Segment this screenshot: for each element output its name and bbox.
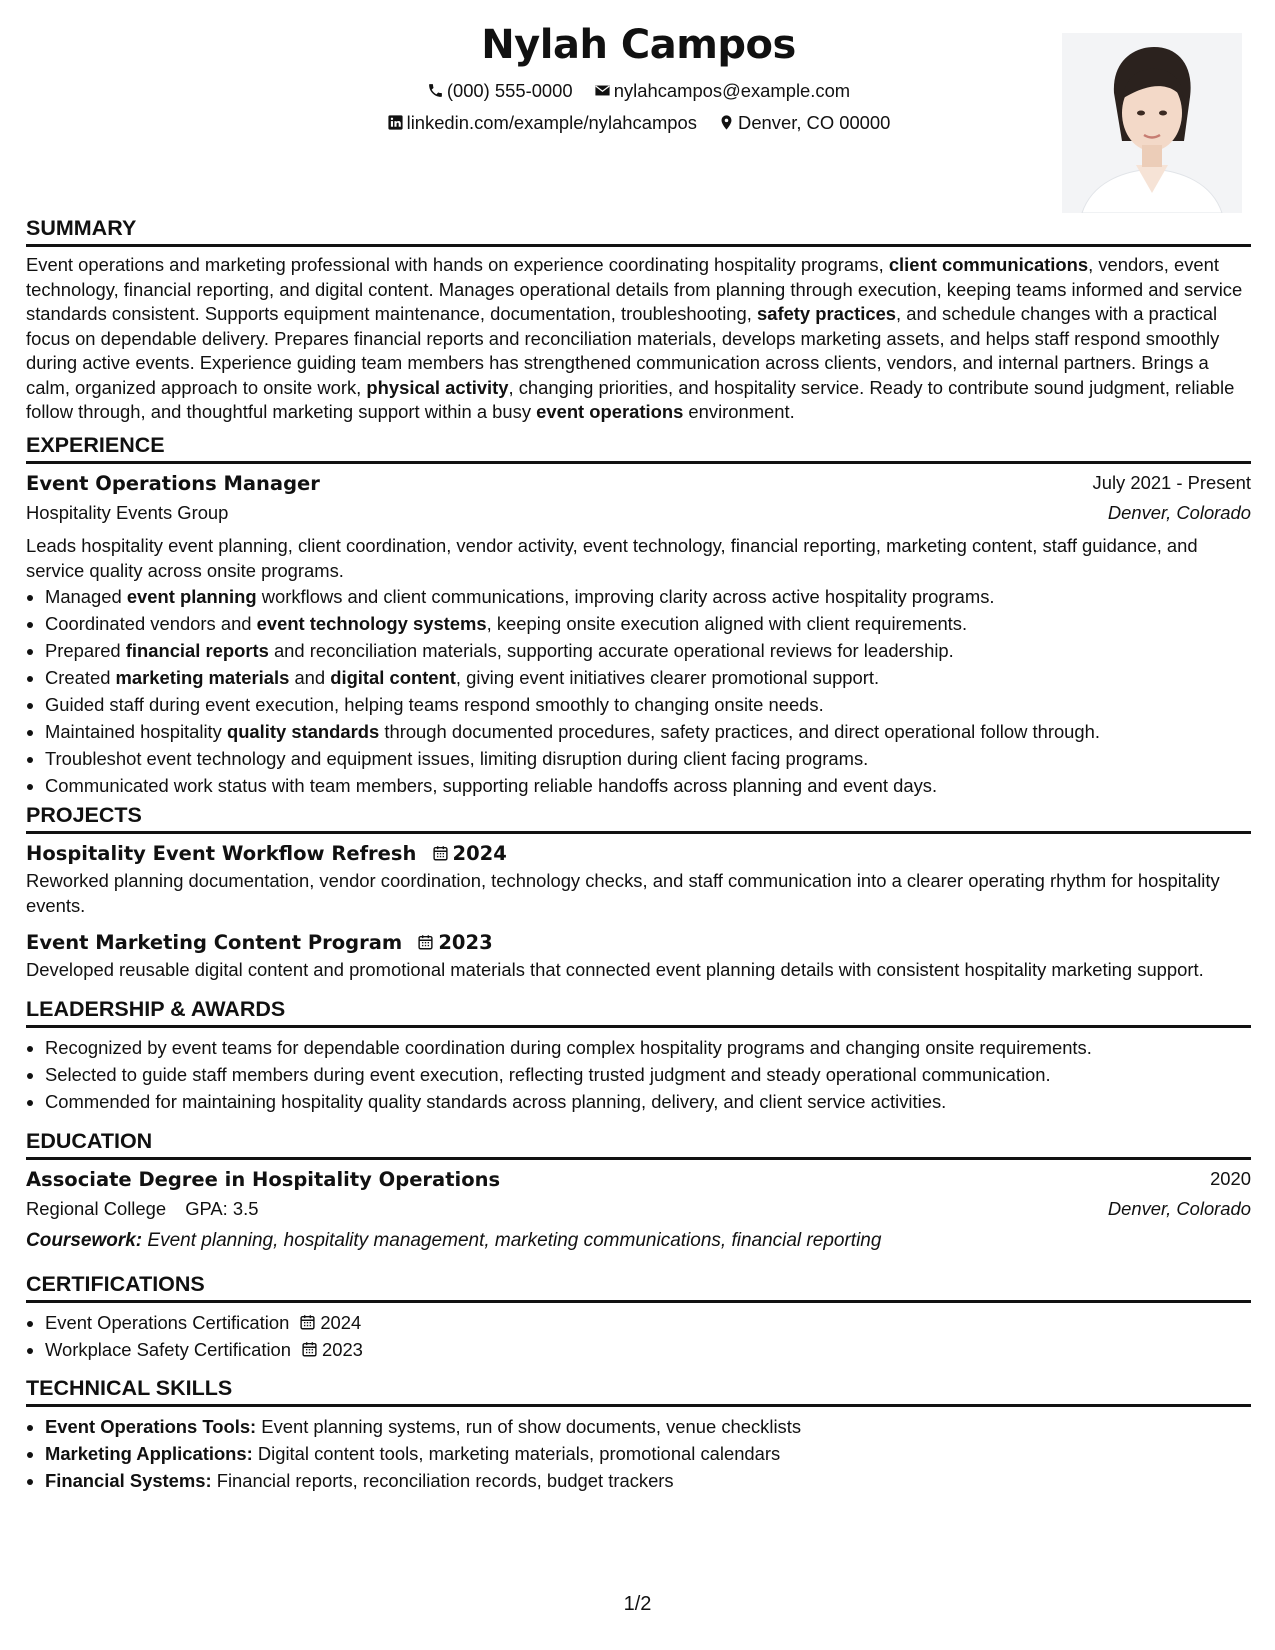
certifications-heading: CERTIFICATIONS	[26, 1272, 1251, 1303]
graduation-year: 2020	[1210, 1168, 1251, 1189]
profile-photo	[1062, 33, 1242, 213]
certifications-list	[26, 1309, 1251, 1363]
school-name: Regional College	[26, 1198, 167, 1219]
email-text: nylahcampos@example.com	[613, 80, 851, 101]
resume-header	[26, 0, 1251, 215]
linkedin-text: linkedin.com/example/nylahcampos	[406, 112, 697, 133]
job-description: Leads hospitality event planning, client coordination, vendor activity, event technology, financial reporting, marketing content, staff guidance, and service quality across onsite programs.	[26, 535, 1198, 581]
leadership-list	[26, 1034, 1251, 1115]
list-item: • Event Operations Certification 2024	[45, 1309, 1251, 1336]
summary-text: Event operations and marketing professional with hands on experience coordinating hospitality programs, client communications, vendors, event technology, financial reporting, and digital content. Manages operational details from planning through execution, keeping teams informed and service standards consistent. Supports equipment maintenance, documentation, troubleshooting, safety practices, and schedule changes with a practical focus on dependable delivery. Prepares financial reports and reconciliation materials, develops marketing assets, and helps staff respond smoothly during active events. Experience guiding team members has strengthened communication across clients, vendors, and internal partners. Brings a calm, organized approach to onsite work, physical activity, changing priorities, and hospitality service. Ready to contribute sound judgment, reliable follow through, and thoughtful marketing support within a busy event operations environment.	[26, 254, 1243, 422]
job-title-row	[26, 472, 1251, 502]
project-description: Reworked planning documentation, vendor coordination, technology checks, and staff communication into a clearer operating rhythm for hospitality events.	[26, 870, 1220, 916]
page-number: 1/2	[623, 1593, 652, 1615]
experience-section	[26, 433, 1251, 799]
calendar-icon	[432, 844, 449, 862]
envelope-icon	[594, 82, 611, 99]
list-item: • Troubleshot event technology and equipment issues, limiting disruption during client facing programs.	[45, 745, 1251, 772]
list-item: • Communicated work status with team members, supporting reliable handoffs across planning and event days.	[45, 772, 1251, 799]
phone-item	[427, 80, 573, 102]
list-item: • Selected to guide staff members during event execution, reflecting trusted judgment and steady operational communication.	[45, 1061, 1251, 1088]
degree-name: Associate Degree in Hospitality Operations	[26, 1168, 501, 1191]
calendar-icon	[301, 1340, 318, 1358]
location-item	[718, 112, 890, 134]
list-item: • Prepared financial reports and reconciliation materials, supporting accurate operational reviews for leadership.	[45, 637, 1251, 664]
list-item: • Financial Systems: Financial reports, reconciliation records, budget trackers	[45, 1467, 1251, 1494]
project-year: 2024	[452, 842, 507, 865]
projects-heading: PROJECTS	[26, 803, 1251, 834]
list-item: • Coordinated vendors and event technology systems, keeping onsite execution aligned with client requirements.	[45, 610, 1251, 637]
job-dates: July 2021 - Present	[1092, 472, 1251, 493]
list-item: • Event Operations Tools: Event planning systems, run of show documents, venue checklists	[45, 1413, 1251, 1440]
project-description: Developed reusable digital content and promotional materials that connected event planning details with consistent hospitality marketing support.	[26, 959, 1204, 980]
resume-page	[26, 0, 1251, 1491]
location-text: Denver, CO 00000	[738, 112, 891, 133]
school-row	[26, 1198, 1251, 1228]
job-title: Event Operations Manager	[26, 472, 320, 495]
calendar-icon	[299, 1313, 316, 1331]
leadership-section	[26, 997, 1251, 1115]
job-location: Denver, Colorado	[1107, 502, 1251, 523]
experience-heading: EXPERIENCE	[26, 433, 1251, 464]
skills-section	[26, 1376, 1251, 1494]
skills-list	[26, 1413, 1251, 1494]
list-item: • Created marketing materials and digital content, giving event initiatives clearer promotional support.	[45, 664, 1251, 691]
gpa: GPA: 3.5	[185, 1198, 259, 1219]
list-item: • Workplace Safety Certification 2023	[45, 1336, 1251, 1363]
leadership-heading: LEADERSHIP & AWARDS	[26, 997, 1251, 1028]
list-item: • Managed event planning workflows and client communications, improving clarity across active hospitality programs.	[45, 583, 1251, 610]
list-item: • Guided staff during event execution, helping teams respond smoothly to changing onsite needs.	[45, 691, 1251, 718]
education-heading: EDUCATION	[26, 1129, 1251, 1160]
project-name: Event Marketing Content Program	[26, 931, 403, 954]
project-name: Hospitality Event Workflow Refresh	[26, 842, 417, 865]
project-item	[26, 842, 1251, 918]
summary-section	[26, 216, 1251, 425]
phone-text: (000) 555-0000	[446, 80, 573, 101]
school-location: Denver, Colorado	[1107, 1198, 1251, 1219]
linkedin-icon	[387, 114, 404, 131]
phone-icon	[427, 82, 444, 99]
project-item	[26, 931, 1251, 983]
list-item: • Marketing Applications: Digital content tools, marketing materials, promotional calendars	[45, 1440, 1251, 1467]
coursework: Coursework: Event planning, hospitality management, marketing communications, financial reporting	[26, 1230, 882, 1251]
list-item: • Commended for maintaining hospitality quality standards across planning, delivery, and client service activities.	[45, 1088, 1251, 1115]
email-item[interactable]	[594, 80, 850, 102]
summary-heading: SUMMARY	[26, 216, 1251, 247]
list-item: • Recognized by event teams for dependable coordination during complex hospitality programs and changing onsite requirements.	[45, 1034, 1251, 1061]
project-year: 2023	[438, 931, 493, 954]
certifications-section	[26, 1272, 1251, 1363]
education-section	[26, 1129, 1251, 1252]
company-row	[26, 502, 1251, 532]
job-bullets	[26, 583, 1251, 799]
linkedin-item[interactable]	[387, 112, 697, 134]
company-name: Hospitality Events Group	[26, 502, 229, 523]
calendar-icon	[417, 933, 434, 951]
skills-heading: TECHNICAL SKILLS	[26, 1376, 1251, 1407]
degree-row	[26, 1168, 1251, 1198]
candidate-name: Nylah Campos	[481, 22, 796, 68]
list-item: • Maintained hospitality quality standards through documented procedures, safety practices, and direct operational follow through.	[45, 718, 1251, 745]
projects-section	[26, 803, 1251, 983]
map-pin-icon	[718, 114, 735, 131]
